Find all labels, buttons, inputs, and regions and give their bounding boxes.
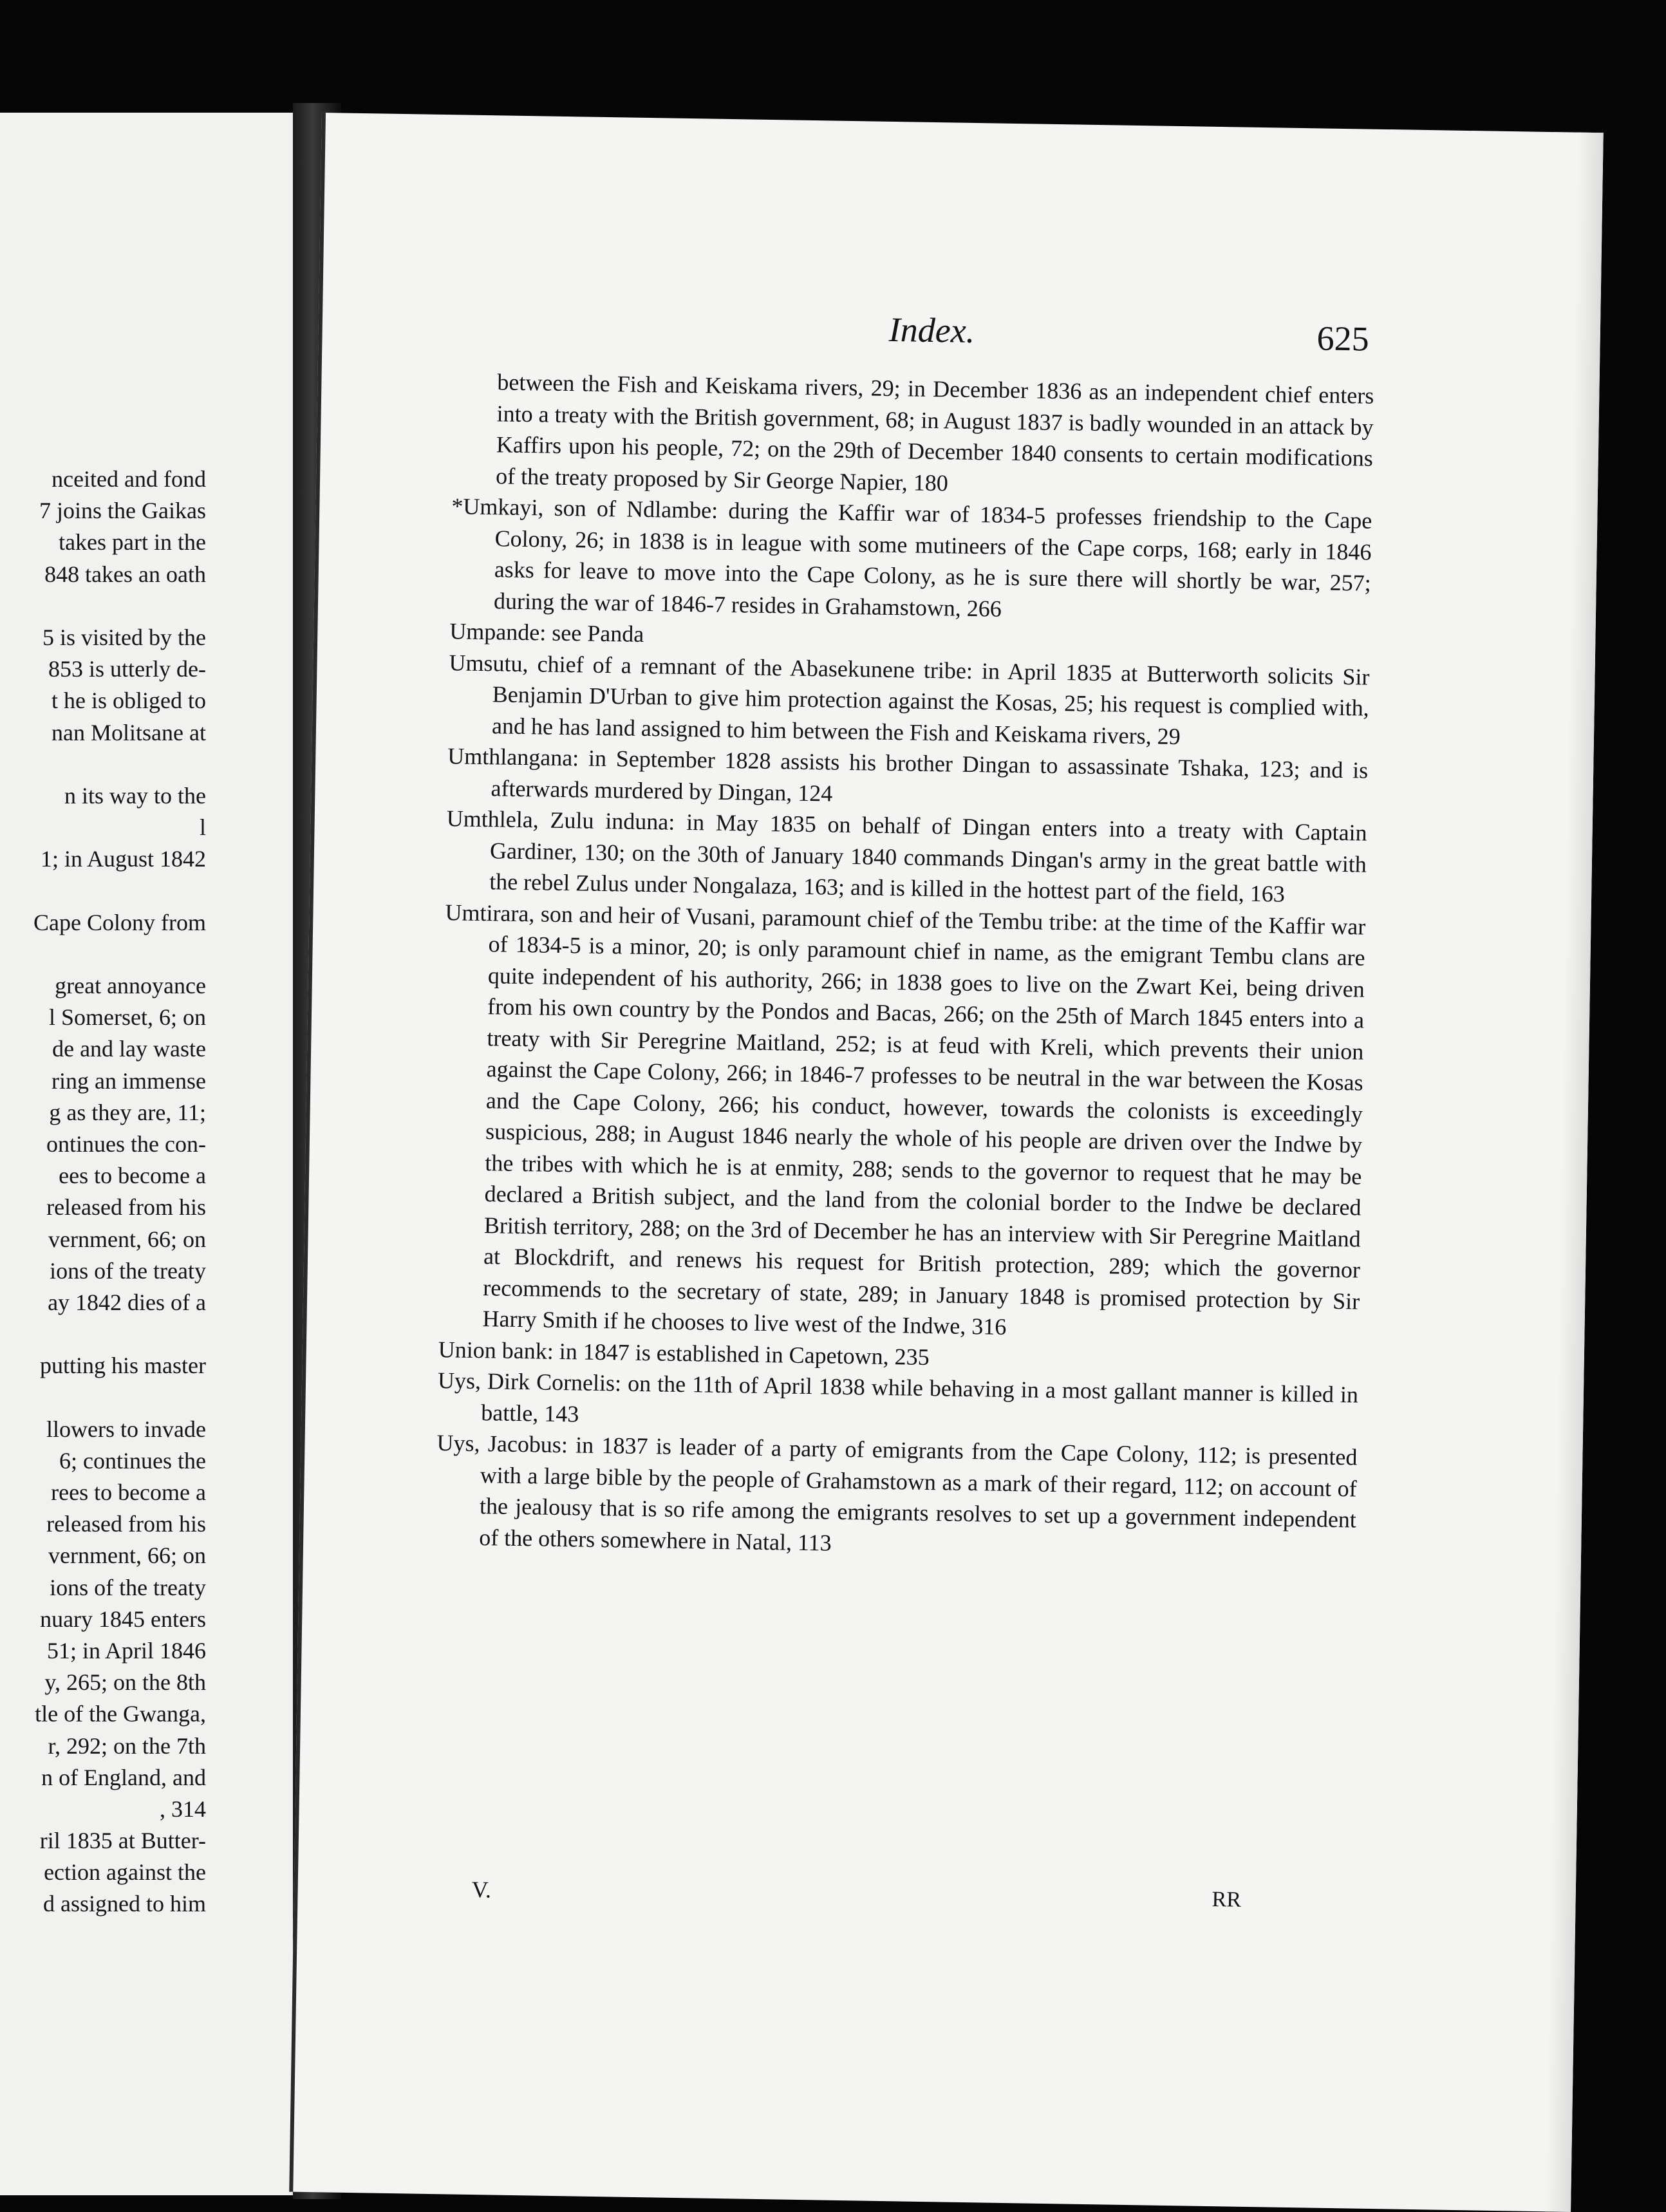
left-page-line: 848 takes an oath <box>44 561 206 587</box>
left-page-line: putting his master <box>40 1353 206 1379</box>
left-page-line: y, 265; on the 8th <box>44 1669 206 1696</box>
left-page-line: ees to become a <box>59 1163 206 1189</box>
left-page-line: 51; in April 1846 <box>46 1637 206 1664</box>
left-page-line: nuary 1845 enters <box>40 1606 206 1632</box>
index-entry: Umtirara, son and heir of Vusani, paramount chief of the Tembu tribe: at the time of the Kaffir war of 1834-5 is a minor, 20; is only paramount chief in name, as the emigrant Tembu clans are quite independent of his authority, 266; in 1838 goes to live on the Zwart Kei, being driven from his own country by the Pondos and Bacas, 266; on the 25th of March 1845 enters into a treaty with Sir Peregrine Maitland, 252; is at feud with Kreli, which prevents their union against the Cape Colony, 266; in 1846-7 professes to be neutral in the war between the Kosas and the Cape Colony, 266; his conduct, however, towards the colonists is exceedingly suspicious, 288; in August 1846 nearly the whole of his people are driven over the Indwe by the tribes with which he is at enmity, 288; sends to the governor to request that he may be declared a British subject, and the land from the colonial border to the Indwe be declared British territory, 288; on the 3rd of December he has an interview with Sir Peregrine Maitland at Blockdrift, and renews his request for British protection, 289; which the governor recommends to the secretary of state, 289; in January 1848 is promised protection by Sir Harry Smith if he chooses to live west of the Indwe, 316 <box>445 899 1366 1340</box>
left-page-line: t he is obliged to <box>51 688 206 714</box>
left-page-line: l <box>199 814 206 841</box>
page-number: 625 <box>1316 319 1370 359</box>
index-entry: *Umkayi, son of Ndlambe: during the Kaffir war of 1834-5 professes friendship to the Cape Colony, 26; in 1838 is in league with some mutineers of the Cape corps, 168; early in 1846 asks for leave to move into the Cape Colony, as he is sure there will shortly be war, 257; during the war of 1846-7 resides in Grahamstown, 266 <box>451 493 1372 622</box>
left-page-line: 853 is utterly de- <box>48 656 206 682</box>
left-page-line: r, 292; on the 7th <box>48 1732 206 1759</box>
left-page-line: ril 1835 at Butter- <box>39 1828 206 1854</box>
left-page-line: ay 1842 dies of a <box>48 1289 206 1315</box>
left-page-line: n its way to the <box>64 782 206 809</box>
left-page-line: ection against the <box>44 1859 206 1886</box>
left-page-line: 6; continues the <box>59 1447 206 1474</box>
running-head: Index. <box>888 310 975 350</box>
left-page-line: takes part in the <box>59 529 206 556</box>
left-page-line: great annoyance <box>55 973 206 998</box>
left-page-line <box>0 1318 206 1350</box>
index-entry: Uys, Dirk Cornelis: on the 11th of April 1838 while behaving in a most gallant manner is killed in battle, 143 <box>437 1367 1359 1427</box>
left-page-line: g as they are, 11; <box>49 1099 206 1125</box>
gathering-mark: RR <box>1212 1888 1242 1912</box>
left-page-line: nan Molitsane at <box>51 719 206 745</box>
left-page-text <box>0 464 206 1920</box>
left-page-line <box>0 590 206 622</box>
left-page-line: vernment, 66; on <box>48 1542 206 1569</box>
left-page-line <box>0 875 206 906</box>
left-page-line <box>0 1382 206 1413</box>
left-page-line: vernment, 66; on <box>48 1226 206 1252</box>
signature-mark: V. <box>471 1876 492 1903</box>
index-entry: Uys, Jacobus: in 1837 is leader of a party of emigrants from the Cape Colony, 112; is presented with a large bible by the people of Grahamstown as a mark of their regard, 112; on account of the jealousy that is so rife among the emigrants resolves to set up a government independent of the others somewhere in Natal, 113 <box>436 1430 1358 1556</box>
index-entry: Umthlangana: in September 1828 assists his brother Dingan to assassinate Tshaka, 123; and is afterwards murdered by Dingan, 124 <box>447 743 1369 807</box>
index-entry: Umsutu, chief of a remnant of the Abasekunene tribe: in April 1835 at Butterworth solicits Sir Benjamin D'Urban to give him protection against the Kosas, 25; his request is complied with, and he has land assigned to him between the Fish and Keiskama rivers, 29 <box>449 649 1370 749</box>
left-page-line: released from his <box>46 1511 206 1537</box>
left-page-line: 1; in August 1842 <box>40 846 206 872</box>
left-page-line: l Somerset, 6; on <box>49 1004 206 1031</box>
left-page-line: rees to become a <box>51 1479 206 1505</box>
left-page-line: tle of the Gwanga, <box>35 1701 206 1727</box>
left-page-line <box>0 749 206 780</box>
left-page-line: n of England, and <box>41 1764 206 1790</box>
left-page-line: de and lay waste <box>52 1036 206 1062</box>
index-entry: Union bank: in 1847 is established in Capetown, 235 <box>438 1336 930 1370</box>
left-page-line: ring an immense <box>51 1067 206 1094</box>
left-page-line: 5 is visited by the <box>42 624 206 650</box>
left-page-line <box>0 939 206 970</box>
left-page <box>0 113 293 2195</box>
right-page <box>289 113 1603 2212</box>
index-entry: between the Fish and Keiskama rivers, 29; in December 1836 as an independent chief enters into a treaty with the British government, 68; in August 1837 is badly wounded in an attack by Kaffirs upon his people, 72; on the 29th of December 1840 consents to certain modifications of the treaty proposed by Sir George Napier, 180 <box>495 369 1374 496</box>
left-page-line: nceited and fond <box>51 466 206 492</box>
index-entry: Umpande: see Panda <box>449 618 644 647</box>
left-page-line: 7 joins the Gaikas <box>39 498 206 524</box>
left-page-line: ions of the treaty <box>50 1257 206 1284</box>
index-entries <box>435 366 1374 1566</box>
left-page-line: ions of the treaty <box>50 1574 206 1600</box>
left-page-line: Cape Colony from <box>33 909 206 935</box>
page-edge-shade <box>1545 133 1604 2212</box>
left-page-line: d assigned to him <box>43 1891 206 1917</box>
left-page-line: , 314 <box>160 1795 206 1822</box>
left-page-line: ontinues the con- <box>46 1130 206 1157</box>
index-entry: Umthlela, Zulu induna: in May 1835 on behalf of Dingan enters into a treaty with Captain Gardiner, 130; on the 30th of January 1840 commands Dingan's army in the great battle with the rebel Zulus under Nongalaza, 163; and is killed in the hottest part of the field, 163 <box>446 805 1367 907</box>
left-page-line: released from his <box>46 1194 206 1221</box>
left-page-line: llowers to invade <box>46 1416 206 1442</box>
